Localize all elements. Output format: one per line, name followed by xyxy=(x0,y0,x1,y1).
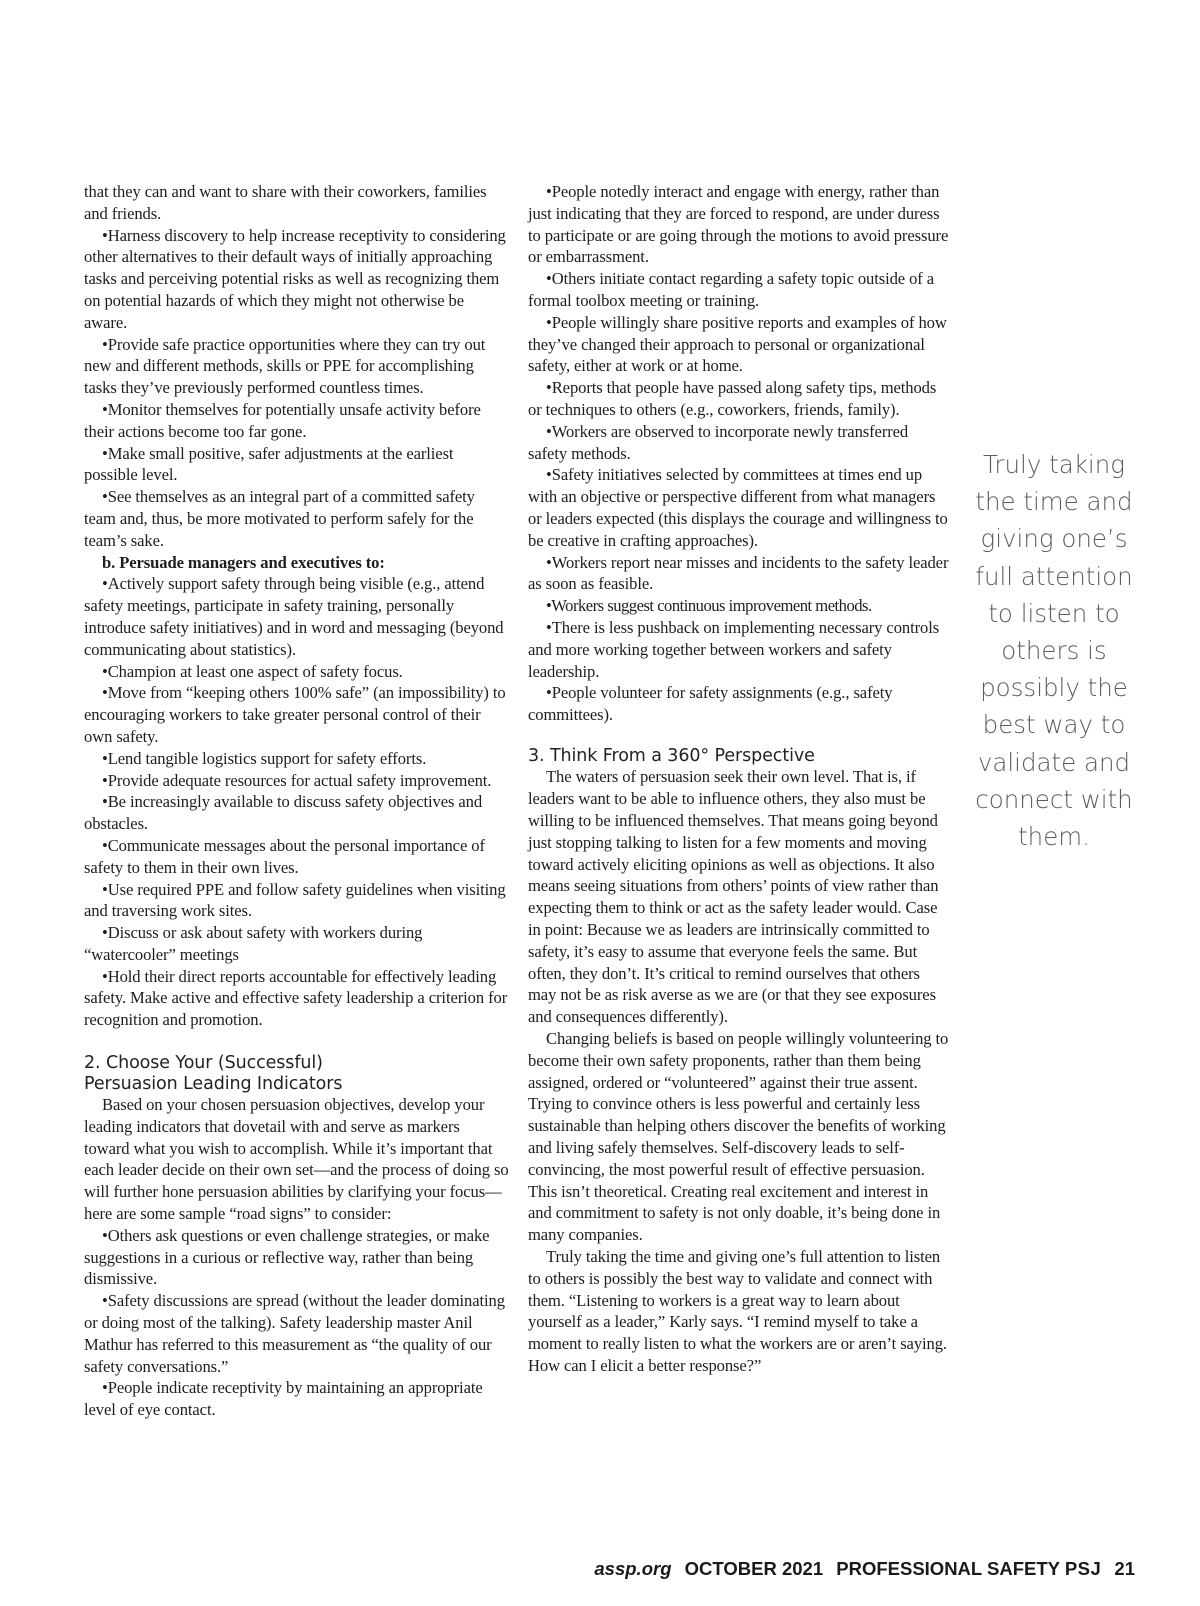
list-item: •People willingly share positive reports and examples of how they’ve changed their approach to personal or organizational safety, either at work or at home. xyxy=(528,312,947,376)
list-item: •Lend tangible logistics support for safety efforts. xyxy=(102,748,427,768)
list-item: •There is less pushback on implementing necessary controls and more working together between workers and safety leadership. xyxy=(528,617,940,681)
paragraph: Truly taking the time and giving one’s full attention to listen to others is possibly the best way to validate and connect with them. “Listening to workers is a great way to learn about yourself as a leader,” Karly says. “I remind myself to take a moment to really listen to what the workers are or aren’t saying. How can I elicit a better response?” xyxy=(528,1246,947,1375)
paragraph: Changing beliefs is based on people willingly volunteering to become their own safety proponents, rather than them being assigned, ordered or “volunteered” against their true assent. Trying to convince others is less powerful and certainly less sustainable than helping others discover the benefits of working and living safely themselves. Self-discovery leads to self-convincing, the most powerful result of effective persuasion. This isn’t theoretical. Creating real excitement and interest in and commitment to safety is not only doable, it’s being done in many companies. xyxy=(528,1028,949,1245)
list-item: •Workers are observed to incorporate newly transferred safety methods. xyxy=(528,421,909,463)
list-item: •Workers suggest continuous improvement methods. xyxy=(546,596,872,616)
list-item: •Safety discussions are spread (without the leader dominating or doing most of the talking). Safety leadership master Anil Mathur has referred to this measurement as “the quality of our safety conversations.” xyxy=(84,1291,505,1376)
list-item: •People indicate receptivity by maintaining an appropriate level of eye contact. xyxy=(84,1378,483,1420)
heading-line: 2. Choose Your (Successful) xyxy=(84,1053,323,1074)
section-heading xyxy=(84,1053,509,1094)
footer-magazine: PROFESSIONAL SAFETY xyxy=(836,1558,1060,1579)
list-item: •Workers report near misses and incidents to the safety leader as soon as feasible. xyxy=(528,552,949,594)
paragraph: that they can and want to share with their coworkers, families and friends. xyxy=(84,182,487,223)
list-item: •Provide safe practice opportunities where they can try out new and different methods, skills or PPE for accomplishing tasks they’ve previously performed countless times. xyxy=(84,334,486,398)
list-item: •Others ask questions or even challenge strategies, or make suggestions in a curious or reflective way, rather than being dismissive. xyxy=(84,1225,490,1289)
list-item: •Safety initiatives selected by committees at times end up with an objective or perspective different from what managers or leaders expected (this displays the courage and willingness to be creative in crafting approaches). xyxy=(528,465,948,550)
list-item: •Harness discovery to help increase receptivity to considering other alternatives to their default ways of initially approaching tasks and perceiving potential risks as well as recognizing them on potential hazards of which they might not otherwise be aware. xyxy=(84,225,506,332)
list-item: •Actively support safety through being visible (e.g., attend safety meetings, participate in safety training, personally introduce safety initiatives) and in word and messaging (beyond communicating about statistics). xyxy=(84,574,504,659)
list-item: •Hold their direct reports accountable for effectively leading safety. Make active and effective safety leadership a criterion for recognition and promotion. xyxy=(84,966,508,1030)
list-item: •Make small positive, safer adjustments at the earliest possible level. xyxy=(84,443,454,485)
page-number: 21 xyxy=(1114,1558,1135,1579)
list-item: •Provide adequate resources for actual safety improvement. xyxy=(102,770,492,790)
list-item: •Champion at least one aspect of safety focus. xyxy=(102,661,403,681)
list-item: •People notedly interact and engage with energy, rather than just indicating that they are forced to respond, are under duress to participate or are going through the motions to avoid pressure or embarrassment. xyxy=(528,182,949,267)
footer-site: assp.org xyxy=(594,1558,672,1579)
list-item: •See themselves as an integral part of a committed safety team and, thus, be more motivated to perform safely for the team’s sake. xyxy=(84,487,475,550)
left-column xyxy=(84,181,509,1421)
list-item: •Communicate messages about the personal importance of safety to them in their own lives. xyxy=(84,835,485,877)
list-item: •Reports that people have passed along safety tips, methods or techniques to others (e.g., coworkers, friends, family). xyxy=(528,378,937,419)
middle-column xyxy=(528,181,951,1377)
section-heading: 3. Think From a 360° Perspective xyxy=(528,745,815,766)
list-item: •Be increasingly available to discuss safety objectives and obstacles. xyxy=(84,792,483,834)
heading-line: Persuasion Leading Indicators xyxy=(84,1073,343,1094)
list-item: •Move from “keeping others 100% safe” (an impossibility) to encouraging workers to take greater personal control of their own safety. xyxy=(84,683,506,746)
subheading: b. Persuade managers and executives to: xyxy=(102,552,385,572)
list-item: •People volunteer for safety assignments (e.g., safety committees). xyxy=(528,683,893,725)
paragraph: The waters of persuasion seek their own level. That is, if leaders want to be able to influence others, they also must be willing to be influenced themselves. That means going beyond just stopping talking to listen for a few moments and moving toward actively eliciting opinions as well as objections. It also means seeing situations from others’ points of view rather than expecting them to think or act as the safety leader would. Case in point: Because we as leaders are intrinsically committed to safety, it’s easy to assume that everyone feels the same. But often, they don’t. It’s critical to remind ourselves that others may not be as risk averse as we are (or that they see exposures and consequences differently). xyxy=(528,767,939,1027)
list-item: •Others initiate contact regarding a safety topic outside of a formal toolbox meeting or training. xyxy=(528,269,935,310)
list-item: •Monitor themselves for potentially unsafe activity before their actions become too far gone. xyxy=(84,399,481,441)
page-footer xyxy=(594,1558,1135,1580)
footer-psj-logo: PSJ xyxy=(1064,1558,1102,1579)
list-item: •Use required PPE and follow safety guidelines when visiting and traversing work sites. xyxy=(84,879,506,921)
footer-issue: OCTOBER 2021 xyxy=(684,1558,824,1579)
paragraph: Based on your chosen persuasion objectives, develop your leading indicators that dovetail with and serve as markers toward what you wish to accomplish. While it’s important that each leader decide on their own set—and the process of doing so will further hone persuasion abilities by clarifying your focus—here are some sample “road signs” to consider: xyxy=(84,1095,509,1224)
list-item: •Discuss or ask about safety with workers during “watercooler” meetings xyxy=(84,923,423,964)
pull-quote: Truly taking the time and giving one’s full attention to listen to others is possibly the best way to validate and connect with them. xyxy=(975,450,1133,852)
